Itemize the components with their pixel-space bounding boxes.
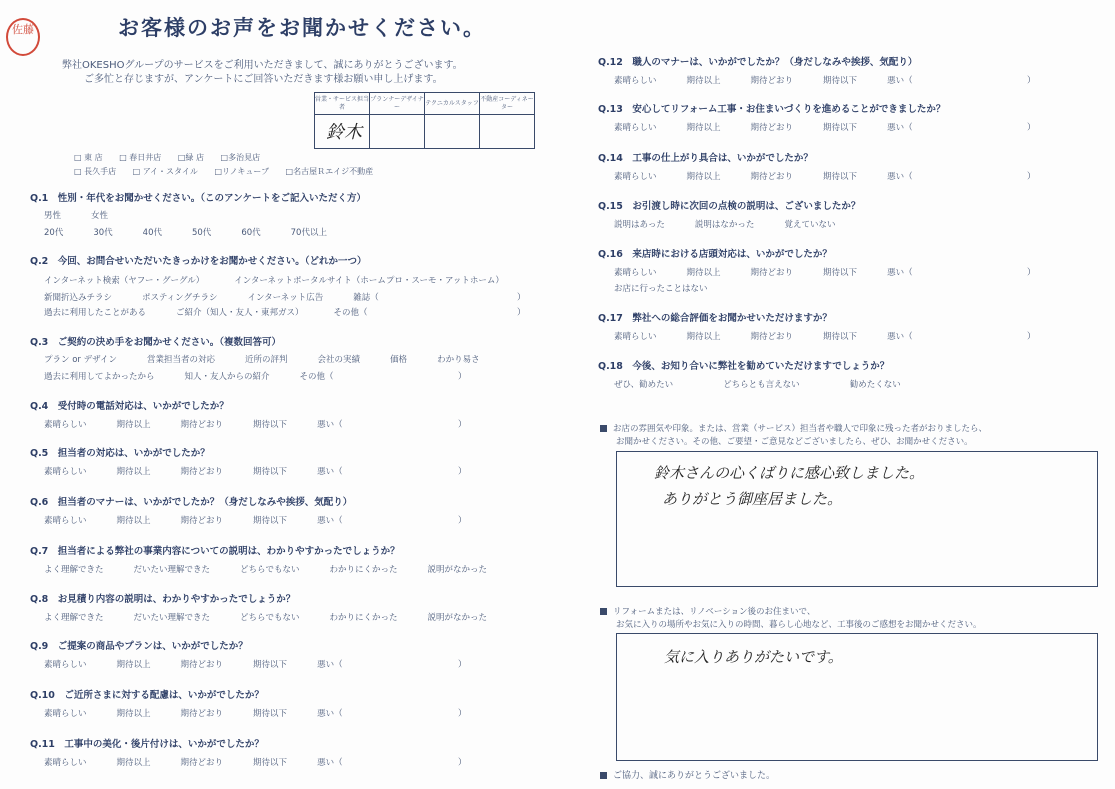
answer-option[interactable]: ポスティングチラシ [142, 293, 218, 303]
answer-option[interactable]: 期待以下 [253, 516, 288, 526]
answer-option[interactable]: 説明はなかった [694, 220, 755, 230]
answer-option[interactable]: よく理解できた [44, 565, 104, 575]
answer-option[interactable]: 素晴らしい [44, 420, 87, 430]
store-row-2 [74, 166, 387, 177]
close-paren: ） [1027, 76, 1036, 86]
question-title: Q.13 安心してリフォーム工事・お住まいづくりを進めることができましたか？ [598, 101, 945, 115]
answer-option[interactable]: 素晴らしい [44, 709, 87, 719]
answer-option[interactable]: 期待以下 [253, 660, 288, 670]
staff-handwritten-name: 鈴木 [326, 122, 362, 143]
store-option[interactable]: □ アイ・スタイル [132, 167, 198, 176]
answer-option[interactable]: ご紹介（知人・友人・東邦ガス） [176, 308, 304, 318]
square-bullet-icon [600, 425, 607, 432]
answer-option[interactable]: 期待どおり [750, 268, 794, 278]
handwritten-answer-2: ありがとう御座居ました。 [662, 490, 843, 508]
answer-option[interactable]: 期待以上 [116, 709, 151, 719]
answer-option[interactable]: 期待以下 [253, 758, 288, 768]
answer-option[interactable]: 説明がなかった [427, 565, 487, 575]
answer-option[interactable]: 説明はあった [614, 220, 665, 230]
answer-options [44, 707, 373, 719]
answer-option[interactable]: どちらでもない [240, 565, 300, 575]
answer-option[interactable]: 期待以下 [823, 332, 858, 342]
question-title: Q.4 受付時の電話対応は、いかがでしたか？ [30, 398, 229, 412]
store-option[interactable]: □多治見店 [220, 153, 261, 162]
answer-option[interactable]: 70代以上 [290, 228, 327, 238]
answer-option[interactable]: 期待どおり [180, 660, 224, 670]
answer-options [44, 465, 373, 477]
answer-options [44, 370, 364, 382]
answer-option[interactable]: 期待どおり [750, 332, 794, 342]
close-paren: ） [458, 372, 467, 382]
comment-prompt-1: お店の雰囲気や印象。または、営業（サービス）担当者や職人で印象に残った者がおりましたら、 [600, 422, 987, 434]
answer-option[interactable]: わかりにくかった [329, 613, 398, 623]
answer-option[interactable]: 期待以上 [686, 76, 721, 86]
answer-option[interactable]: 悪い（ [317, 660, 343, 670]
answer-option[interactable]: 期待以下 [823, 76, 858, 86]
answer-option[interactable]: 新聞折込みチラシ [44, 293, 113, 303]
question-title: Q.7 担当者による弊社の事業内容についての説明は、わかりやすかったでしょうか？ [30, 543, 400, 557]
answer-option[interactable]: 悪い（ [317, 516, 343, 526]
question-title: Q.12 職人のマナーは、いかがでしたか？（身だしなみや挨拶、気配り） [598, 54, 917, 68]
answer-option[interactable]: 過去に利用してよかったから [44, 372, 155, 382]
answer-option[interactable]: 素晴らしい [614, 268, 657, 278]
close-paren: ） [1027, 332, 1036, 342]
answer-option[interactable]: インターネット広告 [247, 293, 324, 303]
question-title: Q.5 担当者の対応は、いかがでしたか？ [30, 445, 210, 459]
answer-option[interactable]: 説明がなかった [427, 613, 487, 623]
answer-option[interactable]: 悪い（ [887, 172, 913, 182]
answer-options [44, 756, 373, 768]
answer-option[interactable]: インターネット検索（ヤフー・グーグル） [44, 276, 205, 286]
question-title: Q.6 担当者のマナーは、いかがでしたか？（身だしなみや挨拶、気配り） [30, 494, 352, 508]
answer-option[interactable]: 期待以上 [686, 268, 721, 278]
handwritten-answer-3: 気に入りありがたいです。 [664, 648, 843, 666]
answer-options [614, 218, 865, 230]
close-paren: ） [517, 308, 526, 318]
store-row-1 [74, 152, 274, 163]
answer-option[interactable]: 悪い（ [317, 709, 343, 719]
answer-option[interactable]: わかりにくかった [329, 565, 398, 575]
answer-option[interactable]: 近所の評判 [245, 355, 288, 365]
answer-option[interactable]: 期待以下 [823, 268, 858, 278]
comment-prompt-4: お気に入りの場所やお気に入りの時間、暮らし心地など、工事後のご感想をお聞かせください。 [616, 620, 982, 630]
answer-option[interactable]: 素晴らしい [44, 660, 87, 670]
close-paren: ） [458, 758, 467, 768]
answer-option[interactable]: 期待どおり [180, 516, 224, 526]
store-option[interactable]: □ 春日井店 [119, 153, 162, 162]
answer-option[interactable]: 素晴らしい [44, 758, 87, 768]
answer-option[interactable]: 期待以下 [823, 172, 858, 182]
answer-options [44, 658, 373, 670]
name-seal-stamp: 佐藤 [6, 18, 40, 56]
answer-option[interactable]: 期待どおり [750, 172, 794, 182]
intro-line-1: 弊社OKESHOグループのサービスをご利用いただきまして、誠にありがとうございます。 [62, 60, 463, 71]
answer-option[interactable]: プラン or デザイン [44, 355, 118, 365]
answer-option[interactable]: 素晴らしい [614, 123, 657, 133]
answer-option[interactable]: 期待以下 [253, 709, 288, 719]
answer-option[interactable]: わかり易さ [437, 355, 480, 365]
question-title: Q.3 ご契約の決め手をお聞かせください。（複数回答可） [30, 334, 281, 348]
staff-header-technical: テクニカルスタッフ [425, 93, 480, 115]
answer-option[interactable]: その他（ [333, 308, 368, 318]
close-paren: ） [458, 467, 467, 477]
close-paren: ） [458, 516, 467, 526]
close-paren: ） [517, 293, 526, 303]
answer-option[interactable]: 素晴らしい [44, 467, 87, 477]
answer-option[interactable]: 期待以上 [116, 420, 151, 430]
answer-option[interactable]: 会社の実績 [317, 355, 361, 365]
answer-option[interactable]: 知人・友人からの紹介 [184, 372, 270, 382]
staff-cell-realestate[interactable] [480, 115, 535, 149]
answer-option[interactable]: インターネットポータルサイト（ホームプロ・スーモ・アットホーム） [234, 276, 504, 286]
answer-option[interactable]: どちらでもない [240, 613, 300, 623]
answer-option[interactable]: 女性 [91, 211, 109, 221]
close-paren: ） [1027, 123, 1036, 133]
answer-option[interactable]: だいたい理解できた [133, 613, 211, 623]
answer-options [44, 418, 373, 430]
answer-option[interactable]: 素晴らしい [614, 76, 657, 86]
answer-option[interactable]: 期待どおり [180, 467, 224, 477]
answer-options [44, 563, 517, 575]
answer-option[interactable]: 20代 [44, 228, 64, 238]
staff-header-realestate: 不動産コーディネーター [480, 93, 535, 115]
answer-option[interactable]: 期待以上 [116, 516, 151, 526]
answer-option[interactable]: 期待以下 [253, 420, 288, 430]
answer-option[interactable]: 勧めたくない [849, 380, 901, 390]
close-paren: ） [1027, 268, 1036, 278]
store-option[interactable]: □ 東 店 [74, 153, 103, 162]
answer-option[interactable]: 期待以上 [116, 758, 151, 768]
footer-thanks: ご協力、誠にありがとうございました。 [600, 768, 775, 781]
answer-option[interactable]: その他（ [299, 372, 334, 382]
staff-cell-planner[interactable] [370, 115, 425, 149]
question-title: Q.8 お見積り内容の説明は、わかりやすかったでしょうか？ [30, 591, 295, 605]
answer-option[interactable]: 雑誌（ [353, 293, 379, 303]
answer-options [614, 378, 931, 390]
question-title: Q.17 弊社への総合評価をお聞かせいただけますか？ [598, 310, 832, 324]
answer-option[interactable]: どちらとも言えない [723, 380, 800, 390]
answer-option[interactable]: 過去に利用したことがある [44, 308, 147, 318]
answer-option[interactable]: 悪い（ [887, 76, 913, 86]
store-option[interactable]: □名古屋Ｒエイジ不動産 [285, 167, 374, 176]
answer-option[interactable]: 期待以上 [686, 172, 721, 182]
answer-option[interactable]: 素晴らしい [614, 172, 657, 182]
answer-options [44, 353, 510, 365]
answer-option[interactable]: 悪い（ [887, 332, 913, 342]
answer-option[interactable]: 覚えていない [784, 220, 836, 230]
answer-option[interactable]: 悪い（ [317, 420, 343, 430]
question-title: Q.10 ご近所さまに対する配慮は、いかがでしたか？ [30, 687, 264, 701]
answer-option[interactable]: ぜひ、勧めたい [614, 380, 674, 390]
close-paren: ） [1027, 172, 1036, 182]
answer-option[interactable]: お店に行ったことはない [614, 284, 708, 294]
answer-option[interactable]: 期待どおり [750, 123, 794, 133]
answer-options [614, 330, 943, 342]
question-title: Q.18 今後、お知り合いに弊社を勧めていただけますでしょうか？ [598, 358, 889, 372]
answer-option[interactable]: 男性 [44, 211, 62, 221]
answer-option[interactable]: 営業担当者の対応 [147, 355, 216, 365]
staff-cell-technical[interactable] [425, 115, 480, 149]
question-title: Q.9 ご提案の商品やプランは、いかがでしたか？ [30, 638, 248, 652]
answer-option[interactable]: 期待以上 [116, 660, 151, 670]
answer-option[interactable]: だいたい理解できた [133, 565, 211, 575]
square-bullet-icon [600, 608, 607, 615]
question-title: Q.14 工事の仕上がり具合は、いかがでしたか？ [598, 150, 813, 164]
answer-options [44, 274, 534, 286]
answer-options [614, 282, 738, 294]
answer-option[interactable]: 期待どおり [180, 420, 224, 430]
answer-options [44, 226, 357, 238]
survey-title: お客様のお声をお聞かせください。 [118, 16, 486, 40]
answer-option[interactable]: 悪い（ [317, 467, 343, 477]
answer-option[interactable]: 期待以上 [686, 123, 721, 133]
answer-options [44, 514, 373, 526]
store-option[interactable]: □リノキューブ [214, 167, 269, 176]
answer-option[interactable]: 期待どおり [180, 758, 224, 768]
answer-options [614, 74, 943, 86]
answer-option[interactable]: 素晴らしい [614, 332, 657, 342]
answer-option[interactable]: 期待以下 [253, 467, 288, 477]
answer-options [44, 611, 517, 623]
square-bullet-icon [600, 772, 607, 779]
handwritten-answer-1: 鈴木さんの心くばりに感心致しました。 [654, 464, 925, 482]
answer-option[interactable]: 価格 [390, 355, 408, 365]
intro-line-2: ご多忙と存じますが、アンケートにご回答いただきます様お願い申し上げます。 [84, 74, 443, 85]
answer-option[interactable]: よく理解できた [44, 613, 104, 623]
answer-option[interactable]: 期待以上 [686, 332, 721, 342]
answer-option[interactable]: 期待以上 [116, 467, 151, 477]
comment-prompt-3: リフォームまたは、リノベーション後のお住まいで、 [600, 605, 815, 617]
answer-option[interactable]: 素晴らしい [44, 516, 87, 526]
answer-option[interactable]: 悪い（ [317, 758, 343, 768]
question-title: Q.16 来店時における店頭対応は、いかがでしたか？ [598, 246, 832, 260]
answer-option[interactable]: 期待どおり [180, 709, 224, 719]
store-option[interactable]: □ 長久手店 [74, 167, 117, 176]
answer-option[interactable]: 60代 [241, 228, 261, 238]
question-title: Q.2 今回、お問合せいただいたきっかけをお聞かせください。（どれか一つ） [30, 253, 367, 267]
store-option[interactable]: □緑 店 [177, 153, 204, 162]
close-paren: ） [458, 660, 467, 670]
answer-option[interactable]: 悪い（ [887, 268, 913, 278]
answer-option[interactable]: 期待どおり [750, 76, 794, 86]
close-paren: ） [458, 420, 467, 430]
comment-prompt-2: お聞かせください。その他、ご要望・ご意見などございましたら、ぜひ、お聞かせください。 [616, 437, 973, 447]
answer-options [44, 291, 409, 303]
answer-options [614, 170, 943, 182]
question-title: Q.1 性別・年代をお聞かせください。（このアンケートをご記入いただく方） [30, 190, 366, 204]
answer-options [614, 266, 943, 278]
answer-option[interactable]: 40代 [142, 228, 162, 238]
answer-option[interactable]: 30代 [93, 228, 113, 238]
staff-header-planner: プランナーデザイナー [370, 93, 425, 115]
staff-header-sales: 営業・サービス担当者 [315, 93, 370, 115]
answer-option[interactable]: 悪い（ [887, 123, 913, 133]
answer-options [44, 306, 398, 318]
answer-options [614, 121, 943, 133]
answer-option[interactable]: 50代 [191, 228, 212, 238]
question-title: Q.15 お引渡し時に次回の点検の説明は、ございましたか？ [598, 198, 860, 212]
question-title: Q.11 工事中の美化・後片付けは、いかがでしたか？ [30, 736, 264, 750]
answer-option[interactable]: 期待以下 [823, 123, 858, 133]
answer-options [44, 209, 138, 221]
close-paren: ） [458, 709, 467, 719]
